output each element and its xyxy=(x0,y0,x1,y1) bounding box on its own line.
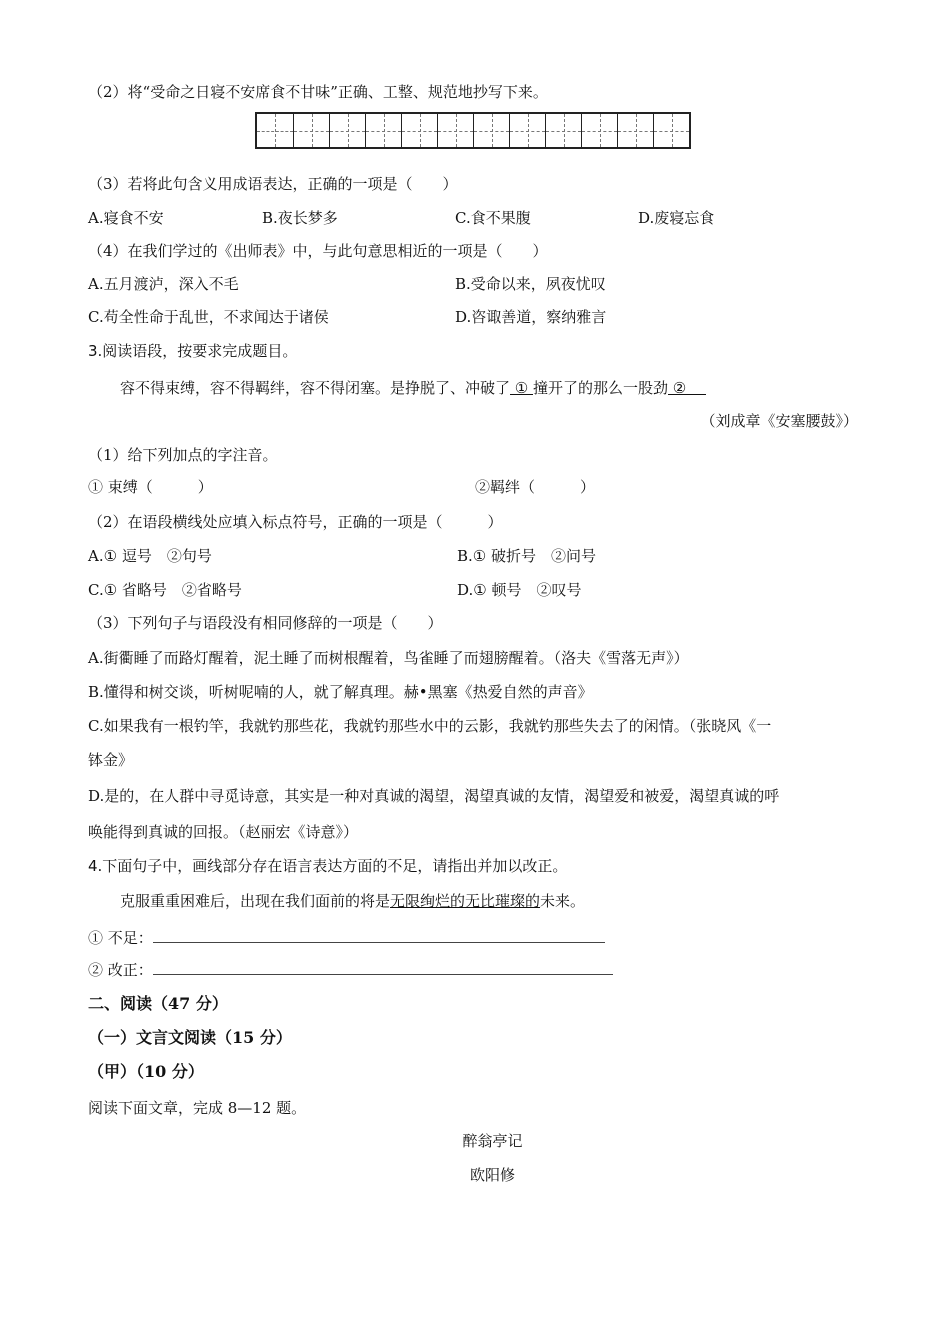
option-3-3-b: B.懂得和树交谈，听树呢喃的人，就了解真理。赫•黑塞《热爱自然的声音》 xyxy=(88,683,593,701)
part-jia-heading: （甲）（10 分） xyxy=(88,1062,204,1081)
grid-cell[interactable] xyxy=(581,114,617,147)
grid-cell[interactable] xyxy=(653,114,689,147)
grid-cell[interactable] xyxy=(365,114,401,147)
option-3-3-a: A.街衢睡了而路灯醒着，泥土睡了而树根醒着，鸟雀睡了而翅膀醒着。（洛夫《雪落无声》） xyxy=(88,649,689,667)
option-2-4-c: C.苟全性命于乱世，不求闻达于诸侯 xyxy=(88,308,329,326)
option-2-4-b: B.受命以来，夙夜忧叹 xyxy=(455,275,606,293)
question-3-title: 3.阅读语段，按要求完成题目。 xyxy=(88,342,298,360)
pinyin-item-2: ②羁绊（ ） xyxy=(475,478,596,496)
fix-label: ② 改正： xyxy=(88,961,153,979)
option-2-4-a: A.五月渡泸，深入不毛 xyxy=(88,275,239,293)
option-3-2-c: C.① 省略号 ②省略号 xyxy=(88,581,242,599)
writing-grid[interactable] xyxy=(255,112,691,149)
flaw-label: ① 不足： xyxy=(88,929,153,947)
blank-2-tail xyxy=(691,379,706,397)
passage-source: （刘成章《安塞腰鼓》） xyxy=(700,412,858,430)
option-3-3-c-line2: 钵金》 xyxy=(88,751,134,769)
option-2-3-b: B.夜长梦多 xyxy=(262,209,338,227)
question-3-3: （3）下列句子与语段没有相同修辞的一项是（ ） xyxy=(88,614,443,632)
pinyin-item-1: ① 束缚（ ） xyxy=(88,478,213,496)
question-4-title: 4.下面句子中，画线部分存在语言表达方面的不足，请指出并加以改正。 xyxy=(88,857,568,875)
option-2-3-a: A.寝食不安 xyxy=(88,209,164,227)
question-2-4: （4）在我们学过的《出师表》中，与此句意思相近的一项是（ ） xyxy=(88,242,548,260)
option-3-2-d: D.① 顿号 ②叹号 xyxy=(457,581,582,599)
option-3-2-b: B.① 破折号 ②问号 xyxy=(457,547,597,565)
section-reading-heading: 二、阅读（47 分） xyxy=(88,994,228,1013)
grid-cell[interactable] xyxy=(293,114,329,147)
essay-title: 醉翁亭记 xyxy=(462,1132,523,1150)
grid-cell[interactable] xyxy=(401,114,437,147)
option-3-3-d-line2: 唤能得到真诚的回报。（赵丽宏《诗意》） xyxy=(88,823,359,841)
option-3-2-a: A.① 逗号 ②句号 xyxy=(88,547,212,565)
question-2-3: （3）若将此句含义用成语表达，正确的一项是（ ） xyxy=(88,175,458,193)
option-3-3-c-line1: C.如果我有一根钓竿，我就钓那些花，我就钓那些水中的云影，我就钓那些失去了的闲情。（张晓风《一 xyxy=(88,717,772,735)
option-2-3-d: D.废寝忘食 xyxy=(638,209,715,227)
essay-author: 欧阳修 xyxy=(469,1166,515,1184)
passage xyxy=(120,378,706,398)
fix-answer-line[interactable] xyxy=(153,960,613,975)
question-2-2: （2）将“受命之日寝不安席食不甘味”正确、工整、规范地抄写下来。 xyxy=(88,83,548,101)
grid-cell[interactable] xyxy=(257,114,293,147)
option-2-3-c: C.食不果腹 xyxy=(455,209,531,227)
grid-cell[interactable] xyxy=(437,114,473,147)
grid-cell[interactable] xyxy=(545,114,581,147)
classical-reading-heading: （一）文言文阅读（15 分） xyxy=(88,1028,292,1047)
fix-answer-row xyxy=(88,960,613,980)
passage-part-b: 撞开了的那么一股劲 xyxy=(533,379,669,397)
sentence-part-b: 未来。 xyxy=(540,892,586,910)
blank-1: ① xyxy=(510,379,533,397)
grid-cell[interactable] xyxy=(473,114,509,147)
sentence-underlined: 无限绚烂的无比璀璨的 xyxy=(390,892,541,910)
question-3-2: （2）在语段横线处应填入标点符号，正确的一项是（ ） xyxy=(88,513,503,531)
option-2-4-d: D.咨诹善道，察纳雅言 xyxy=(455,308,607,326)
grid-cell[interactable] xyxy=(617,114,653,147)
sentence-part-a: 克服重重困难后，出现在我们面前的将是 xyxy=(120,892,391,910)
flaw-answer-row xyxy=(88,928,605,948)
question-4-sentence xyxy=(120,891,585,911)
passage-part-a: 容不得束缚，容不得羁绊，容不得闭塞。是挣脱了、冲破了 xyxy=(120,379,511,397)
question-3-1: （1）给下列加点的字注音。 xyxy=(88,446,278,464)
blank-2: ② xyxy=(668,379,691,397)
grid-cell[interactable] xyxy=(509,114,545,147)
grid-cell[interactable] xyxy=(329,114,365,147)
reading-instruction: 阅读下面文章，完成 8—12 题。 xyxy=(88,1099,307,1117)
flaw-answer-line[interactable] xyxy=(153,928,605,943)
option-3-3-d-line1: D.是的，在人群中寻觅诗意，其实是一种对真诚的渴望，渴望真诚的友情，渴望爱和被爱，渴望真诚的呼 xyxy=(88,787,780,805)
